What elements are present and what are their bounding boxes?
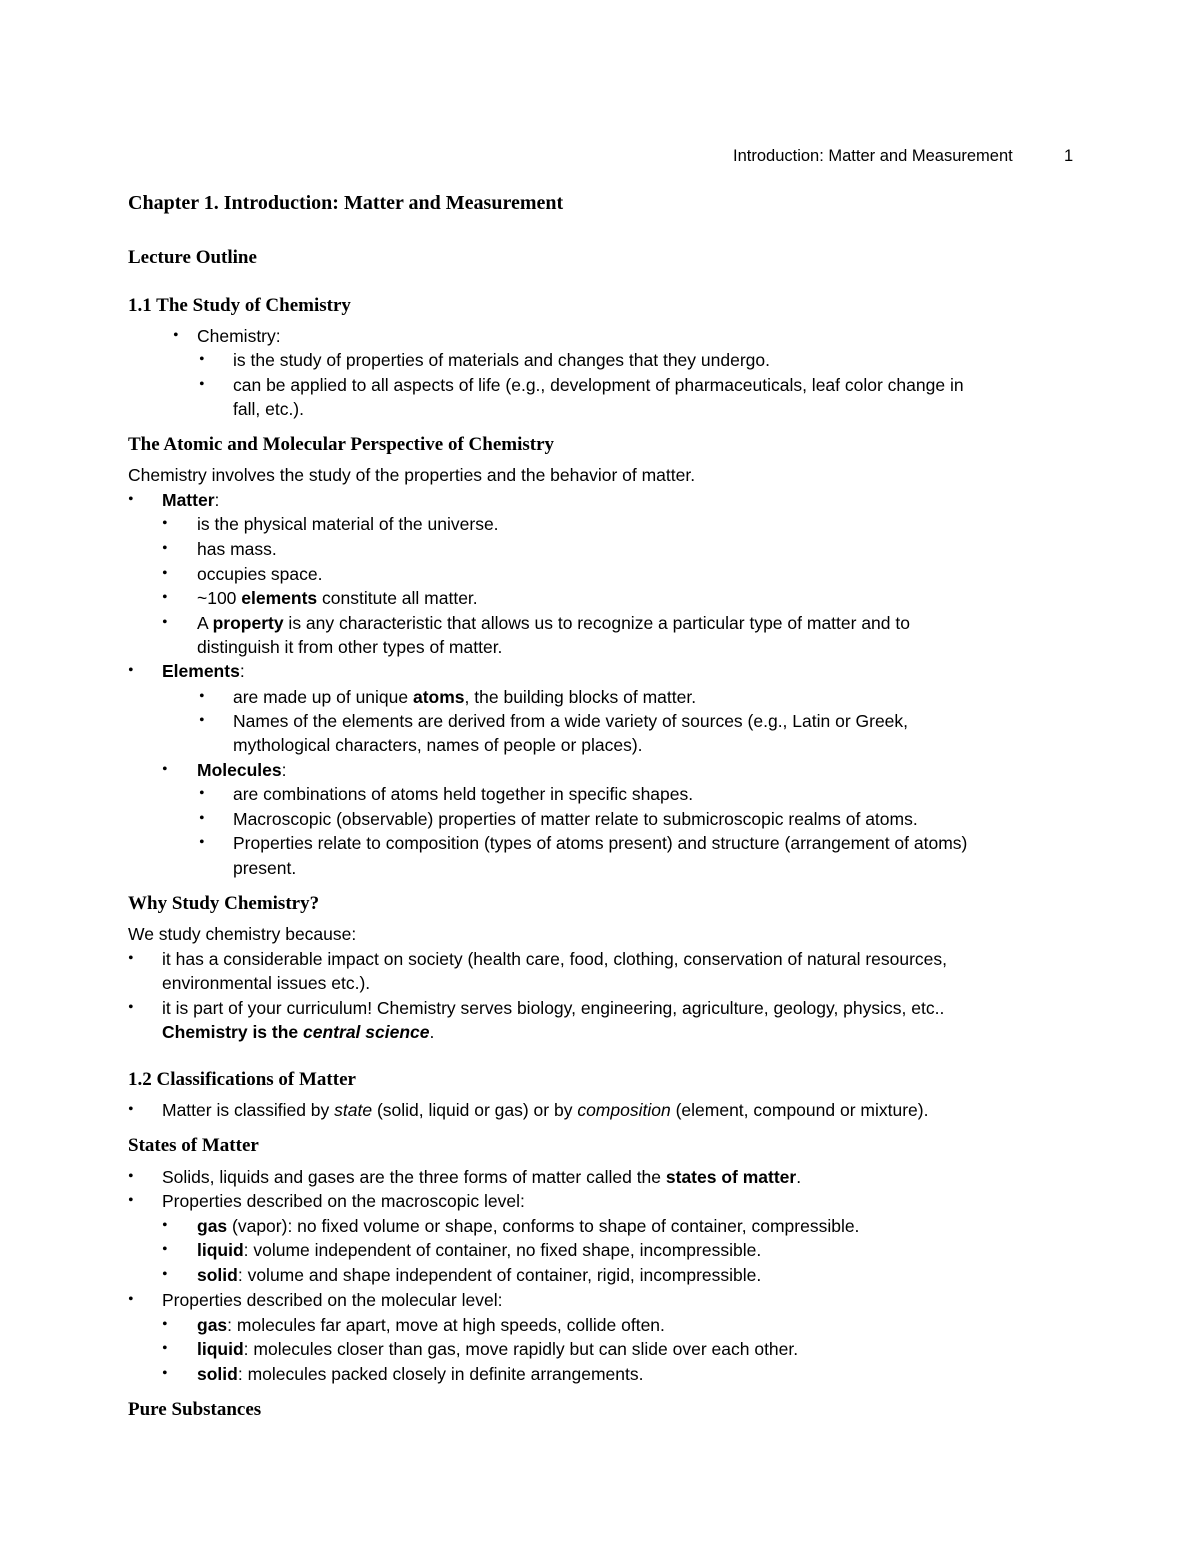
- bullet-icon: •: [128, 999, 134, 1016]
- page-number: 1: [1064, 147, 1074, 165]
- liquid-term: liquid: [197, 1339, 244, 1359]
- text-span: (vapor): no fixed volume or shape, conforms to shape of container, compressible.: [227, 1216, 860, 1236]
- bullet-icon: •: [162, 589, 168, 606]
- matter-item-3: occupies space.: [197, 564, 323, 584]
- molecules-item-3-line-1: Properties relate to composition (types of atoms present) and structure (arrangement of atoms): [233, 833, 968, 853]
- section-1-1-heading: 1.1 The Study of Chemistry: [128, 295, 351, 316]
- text-span: A: [197, 613, 213, 633]
- why-item-2-line-2: [162, 1020, 434, 1044]
- text-span: .: [796, 1167, 802, 1187]
- colon: :: [214, 490, 220, 510]
- text-span: is any characteristic that allows us to recognize a particular type of matter and to: [283, 613, 910, 633]
- text-span: (element, compound or mixture).: [670, 1100, 929, 1120]
- classification-item: [162, 1098, 928, 1122]
- bullet-icon: •: [162, 565, 168, 582]
- bullet-icon: •: [173, 327, 179, 344]
- states-heading: States of Matter: [128, 1135, 259, 1156]
- elements-heading-term: Elements: [162, 661, 240, 681]
- molecules-item-3-line-2: present.: [233, 858, 297, 878]
- matter-item-2: has mass.: [197, 539, 277, 559]
- states-item-2: Properties described on the macroscopic level:: [162, 1191, 525, 1211]
- chemistry-item-2-line-1: can be applied to all aspects of life (e.g., development of pharmaceuticals, leaf color change in: [233, 375, 964, 395]
- bullet-icon: •: [128, 1291, 134, 1308]
- elements-item-1: [233, 685, 696, 709]
- states-item-1: [162, 1165, 801, 1189]
- bullet-icon: •: [199, 712, 205, 729]
- elements-item-2-line-1: Names of the elements are derived from a wide variety of sources (e.g., Latin or Greek,: [233, 711, 909, 731]
- bullet-icon: •: [128, 1192, 134, 1209]
- colon: :: [239, 661, 245, 681]
- bullet-icon: •: [162, 1266, 168, 1283]
- bullet-icon: •: [162, 614, 168, 631]
- matter-item-5-line-1: [197, 611, 910, 635]
- atomic-intro: Chemistry involves the study of the properties and the behavior of matter.: [128, 465, 696, 485]
- text-span: : volume and shape independent of container, rigid, incompressible.: [237, 1265, 762, 1285]
- bullet-icon: •: [162, 1365, 168, 1382]
- why-item-2-line-1: it is part of your curriculum! Chemistry serves biology, engineering, agriculture, geology, physics, etc..: [162, 998, 945, 1018]
- matter-item-5-line-2: distinguish it from other types of matter.: [197, 637, 503, 657]
- colon: :: [281, 760, 287, 780]
- matter-item-1: is the physical material of the universe.: [197, 514, 499, 534]
- text-span: : molecules packed closely in definite arrangements.: [237, 1364, 644, 1384]
- solid-term: solid: [197, 1364, 238, 1384]
- section-1-2-heading: 1.2 Classifications of Matter: [128, 1069, 356, 1090]
- property-term: property: [212, 613, 284, 633]
- matter-item-4: [197, 586, 478, 610]
- text-span: ~100: [197, 588, 242, 608]
- liquid-term: liquid: [197, 1240, 244, 1260]
- bullet-icon: •: [128, 491, 134, 508]
- matter-label: [162, 488, 219, 512]
- why-item-1-line-2: environmental issues etc.).: [162, 973, 371, 993]
- gas-term: gas: [197, 1216, 228, 1236]
- bullet-icon: •: [162, 515, 168, 532]
- text-span: , the building blocks of matter.: [464, 687, 697, 707]
- atoms-term: atoms: [413, 687, 465, 707]
- chemistry-label: Chemistry:: [197, 326, 281, 346]
- bullet-icon: •: [128, 1101, 134, 1118]
- text-span: are made up of unique: [233, 687, 413, 707]
- state-term: state: [334, 1100, 373, 1120]
- why-item-1-line-1: it has a considerable impact on society (health care, food, clothing, conservation of natural resources,: [162, 949, 948, 969]
- bullet-icon: •: [128, 1168, 134, 1185]
- liquid-macro: [197, 1238, 761, 1262]
- elements-label: [162, 659, 245, 683]
- molecules-term: Molecules: [197, 760, 282, 780]
- bullet-icon: •: [199, 688, 205, 705]
- states-of-matter-term: states of matter: [665, 1167, 797, 1187]
- solid-mol: [197, 1362, 643, 1386]
- atomic-heading: The Atomic and Molecular Perspective of Chemistry: [128, 434, 555, 455]
- bullet-icon: •: [128, 662, 134, 679]
- bullet-icon: •: [162, 1241, 168, 1258]
- bullet-icon: •: [162, 1340, 168, 1357]
- elements-item-2-line-2: mythological characters, names of people or places).: [233, 735, 643, 755]
- pure-substances-heading: Pure Substances: [128, 1399, 262, 1420]
- text-span: constitute all matter.: [317, 588, 478, 608]
- molecules-item-1: are combinations of atoms held together in specific shapes.: [233, 784, 694, 804]
- central-science-term: central science: [303, 1022, 430, 1042]
- text-span: .: [429, 1022, 435, 1042]
- text-span: Solids, liquids and gases are the three forms of matter called the: [162, 1167, 666, 1187]
- bullet-icon: •: [162, 761, 168, 778]
- chapter-title: Chapter 1. Introduction: Matter and Measurement: [128, 192, 564, 214]
- solid-macro: [197, 1263, 761, 1287]
- gas-term: gas: [197, 1315, 228, 1335]
- matter-term: Matter: [162, 490, 215, 510]
- why-heading: Why Study Chemistry?: [128, 893, 320, 914]
- bullet-icon: •: [162, 1217, 168, 1234]
- bullet-icon: •: [199, 810, 205, 827]
- liquid-mol: [197, 1337, 798, 1361]
- chemistry-item-2-line-2: fall, etc.).: [233, 399, 304, 419]
- text-span: (solid, liquid or gas) or by: [372, 1100, 578, 1120]
- molecules-item-2: Macroscopic (observable) properties of matter relate to submicroscopic realms of atoms.: [233, 809, 918, 829]
- text-span: : molecules closer than gas, move rapidly but can slide over each other.: [243, 1339, 799, 1359]
- solid-term: solid: [197, 1265, 238, 1285]
- bullet-icon: •: [199, 351, 205, 368]
- molecules-label: [197, 758, 287, 782]
- bullet-icon: •: [128, 950, 134, 967]
- states-item-3: Properties described on the molecular level:: [162, 1290, 503, 1310]
- lecture-outline-heading: Lecture Outline: [128, 247, 257, 268]
- bullet-icon: •: [199, 834, 205, 851]
- text-span: : volume independent of container, no fixed shape, incompressible.: [243, 1240, 762, 1260]
- chemistry-item-1: is the study of properties of materials and changes that they undergo.: [233, 350, 770, 370]
- elements-term: elements: [241, 588, 318, 608]
- running-head-title: Introduction: Matter and Measurement: [733, 147, 1013, 165]
- bullet-icon: •: [199, 785, 205, 802]
- bullet-icon: •: [162, 1316, 168, 1333]
- bullet-icon: •: [199, 376, 205, 393]
- text-span: Matter is classified by: [162, 1100, 335, 1120]
- gas-macro: [197, 1214, 859, 1238]
- gas-mol: [197, 1313, 665, 1337]
- text-span: : molecules far apart, move at high speeds, collide often.: [227, 1315, 665, 1335]
- composition-term: composition: [577, 1100, 671, 1120]
- bullet-icon: •: [162, 540, 168, 557]
- why-intro: We study chemistry because:: [128, 924, 357, 944]
- central-science-lead: Chemistry is the: [162, 1022, 304, 1042]
